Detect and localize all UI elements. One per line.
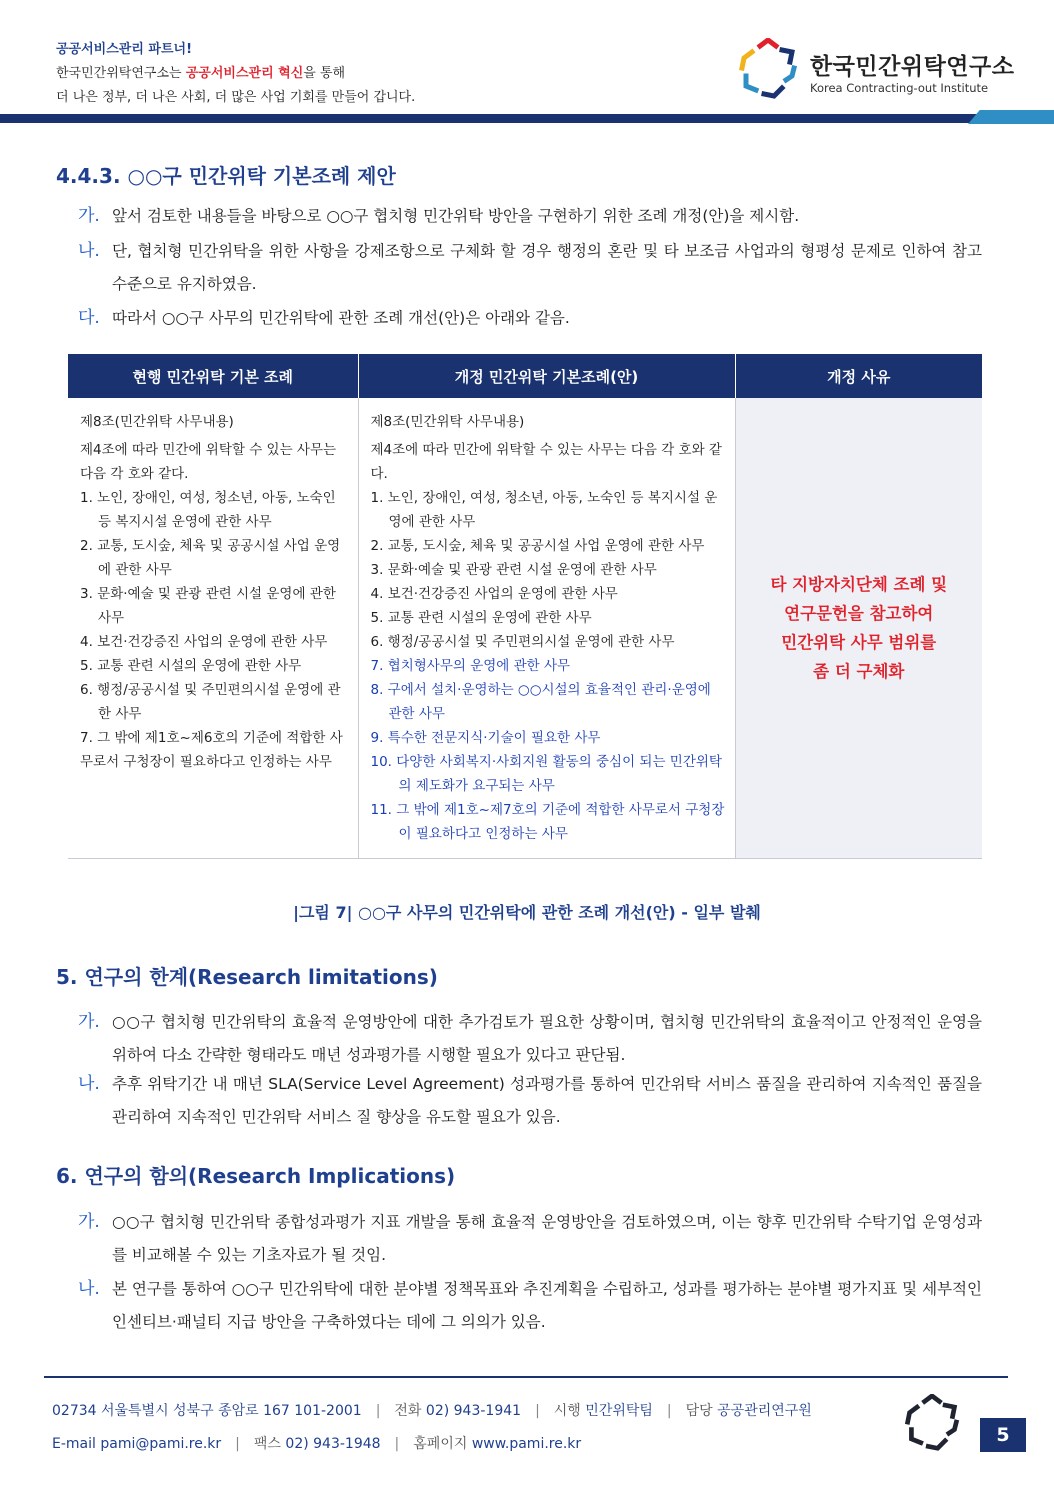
list-item: 5. 교통 관련 시설의 운영에 관한 사무 — [370, 610, 592, 626]
list-item: 4. 보건·건강증진 사업의 운영에 관한 사무 — [370, 586, 618, 602]
footer-line-1 — [52, 1400, 812, 1420]
item-marker: 나. — [78, 241, 100, 261]
list-item: 6. 행정/공공시설 및 주민편의시설 운영에 관한 사무 — [370, 634, 675, 650]
section-title-6: 6. 연구의 함의(Research Implications) — [56, 1164, 456, 1188]
new-list-item: 10. 다양한 사회복지·사회지원 활동의 중심이 되는 민간위탁의 제도화가 요구되는 사무 — [370, 754, 722, 794]
new-list-item: 7. 협치형사무의 운영에 관한 사무 — [370, 658, 571, 674]
list-item: 6. 행정/공공시설 및 주민편의시설 운영에 관한 사무 — [80, 682, 341, 722]
footer-phone-label: 전화 — [394, 1403, 422, 1419]
footer-divider — [44, 1376, 1008, 1378]
revised-article-title: 제8조(민간위탁 사무내용) — [370, 414, 525, 430]
item-text: 단, 협치형 민간위탁을 위한 사항을 강제조항으로 구체화 할 경우 행정의 혼란 및 타 보조금 사업과의 형평성 문제로 인하여 참고 수준으로 유지하였음. — [112, 242, 982, 293]
footer-email-link[interactable]: pami@pami.re.kr — [100, 1436, 222, 1452]
item-text: 앞서 검토한 내용들을 바탕으로 ○○구 협치형 민간위탁 방안을 구현하기 위한 조례 개정(안)을 제시함. — [112, 207, 800, 225]
item-text: 추후 위탁기간 내 매년 SLA(Service Level Agreement) 성과평가를 통하여 민간위탁 서비스 품질을 관리하여 지속적인 품질을 관리하여 지속적인 민간위탁 서비스 질 향상을 유도할 필요가 있음. — [112, 1075, 982, 1126]
item-marker: 나. — [78, 1279, 100, 1299]
item-text: ○○구 협치형 민간위탁의 효율적 운영방안에 대한 추가검토가 필요한 상황이며, 협치형 민간위탁의 효율적이고 안정적인 운영을 위하여 다소 간략한 형태라도 매년 성과평가를 시행할 필요가 있다고 판단됨. — [112, 1013, 982, 1064]
section-title-4-4-3: 4.4.3. ○○구 민간위탁 기본조례 제안 — [56, 164, 396, 188]
item-marker: 나. — [78, 1074, 100, 1094]
current-article-title: 제8조(민간위탁 사무내용) — [80, 414, 234, 430]
footer-org: 민간위탁팀 — [585, 1403, 653, 1419]
current-article-list — [80, 486, 350, 774]
item-text: 따라서 ○○구 사무의 민간위탁에 관한 조례 개선(안)은 아래와 같음. — [112, 309, 570, 327]
tagline-title: 공공서비스관리 파트너! — [56, 42, 193, 57]
header-tagline — [56, 38, 415, 110]
footer-dept-label: 담당 — [685, 1403, 713, 1419]
item-text: 본 연구를 통하여 ○○구 민간위탁에 대한 분야별 정책목표와 추진계획을 수립하고, 성과를 평가하는 분야별 평가지표 및 세부적인 인센티브·패널티 지급 방안을 구축하였다는 데에 그 의의가 있음. — [112, 1280, 982, 1331]
section5-item-1 — [78, 1006, 982, 1072]
section5-item-2 — [78, 1068, 982, 1134]
footer-line-2 — [52, 1433, 581, 1453]
footer-logo-icon — [902, 1394, 962, 1452]
item-text: ○○구 협치형 민간위탁 종합성과평가 지표 개발을 통해 효율적 운영방안을 검토하였으며, 이는 향후 민간위탁 수탁기업 운영성과를 비교해볼 수 있는 기초자료가 될 것임. — [112, 1213, 982, 1264]
reason-line: 좀 더 구체화 — [813, 662, 905, 681]
ordinance-comparison-table — [68, 354, 982, 859]
header-revision-reason: 개정 사유 — [735, 354, 982, 398]
header-bar — [0, 114, 980, 123]
section-title-5: 5. 연구의 한계(Research limitations) — [56, 965, 438, 989]
footer-web-label: 홈페이지 — [413, 1436, 468, 1452]
list-item: 5. 교통 관련 시설의 운영에 관한 사무 — [80, 658, 302, 674]
list-item: 2. 교통, 도시숲, 체육 및 공공시설 사업 운영에 관한 사무 — [80, 538, 341, 578]
current-article-intro: 제4조에 따라 민간에 위탁할 수 있는 사무는 다음 각 호와 같다. — [80, 442, 337, 482]
list-item: 2. 교통, 도시숲, 체육 및 공공시설 사업 운영에 관한 사무 — [370, 538, 705, 554]
section443-item-3 — [78, 302, 982, 335]
footer-fax-label: 팩스 — [253, 1436, 281, 1452]
table-row — [68, 398, 982, 859]
item-marker: 가. — [78, 206, 100, 226]
section6-item-1 — [78, 1206, 982, 1272]
footer-separator: | — [666, 1403, 672, 1419]
new-list-item: 9. 특수한 전문지식·기술이 필요한 사무 — [370, 730, 601, 746]
list-item: 7. 그 밖에 제1호~제6호의 기준에 적합한 사무로서 구청장이 필요하다고 인정하는 사무 — [80, 730, 343, 770]
footer-email-label: E-mail — [52, 1436, 96, 1452]
institute-logo — [738, 38, 1018, 100]
footer-dept: 공공관리연구원 — [717, 1403, 812, 1419]
footer-org-label: 시행 — [553, 1403, 581, 1419]
tagline-line2-post: 을 통해 — [303, 66, 346, 81]
page-header — [0, 0, 1054, 125]
new-list-item: 8. 구에서 설치·운영하는 ○○시설의 효율적인 관리·운영에 관한 사무 — [370, 682, 711, 722]
revised-ordinance-cell — [358, 398, 735, 859]
list-item: 3. 문화·예술 및 관광 관련 시설 운영에 관한 사무 — [370, 562, 657, 578]
footer-separator: | — [394, 1436, 400, 1452]
footer-separator: | — [535, 1403, 540, 1419]
footer-fax: 02) 943-1948 — [285, 1436, 381, 1452]
reason-line: 연구문헌을 참고하여 — [784, 604, 934, 623]
list-item: 3. 문화·예술 및 관광 관련 시설 운영에 관한 사무 — [80, 586, 336, 626]
tagline-line3: 더 나은 정부, 더 나은 사회, 더 많은 사업 기회를 만들어 갑니다. — [56, 90, 416, 105]
item-marker: 다. — [78, 308, 100, 328]
section443-item-2 — [78, 235, 982, 301]
header-current-ordinance: 현행 민간위탁 기본 조례 — [68, 354, 358, 398]
section6-item-2 — [78, 1273, 982, 1339]
new-list-item: 11. 그 밖에 제1호~제7호의 기준에 적합한 사무로서 구청장이 필요하다고 인정하는 사무 — [370, 802, 725, 842]
tagline-line2 — [56, 62, 415, 86]
logo-korean-name: 한국민간위탁연구소 — [810, 54, 1015, 80]
tagline-line2-pre: 한국민간위탁연구소는 — [56, 66, 186, 81]
item-marker: 가. — [78, 1212, 100, 1232]
header-bar-accent — [968, 110, 1054, 124]
table-header-row — [68, 354, 982, 398]
reason-line: 민간위탁 사무 범위를 — [781, 633, 937, 652]
page-number: 5 — [980, 1418, 1026, 1452]
logo-english-name: Korea Contracting-out Institute — [810, 81, 989, 95]
footer-address: 02734 서울특별시 성북구 종암로 167 101-2001 — [52, 1403, 362, 1419]
footer-website-link[interactable]: www.pami.re.kr — [471, 1436, 582, 1452]
list-item: 1. 노인, 장애인, 여성, 청소년, 아동, 노숙인 등 복지시설 운영에 관한 사무 — [370, 490, 718, 530]
revision-reason-cell — [735, 398, 982, 859]
star-burst-logo-icon — [738, 38, 798, 100]
revised-article-list — [371, 486, 727, 846]
figure-caption: |그림 7| ○○구 사무의 민간위탁에 관한 조례 개선(안) - 일부 발췌 — [293, 903, 761, 922]
footer-separator: | — [235, 1436, 240, 1452]
section443-item-1 — [78, 200, 982, 233]
header-revised-ordinance: 개정 민간위탁 기본조례(안) — [358, 354, 735, 398]
item-marker: 가. — [78, 1012, 100, 1032]
list-item: 4. 보건·건강증진 사업의 운영에 관한 사무 — [80, 634, 328, 650]
revised-article-intro: 제4조에 따라 민간에 위탁할 수 있는 사무는 다음 각 호와 같다. — [370, 442, 722, 482]
footer-separator: | — [375, 1403, 381, 1419]
tagline-highlight: 공공서비스관리 혁신 — [185, 66, 304, 81]
reason-line: 타 지방자치단체 조례 및 — [770, 575, 948, 594]
footer-phone: 02) 943-1941 — [425, 1403, 522, 1419]
list-item: 1. 노인, 장애인, 여성, 청소년, 아동, 노숙인 등 복지시설 운영에 관한 사무 — [80, 490, 336, 530]
current-ordinance-cell — [68, 398, 358, 859]
